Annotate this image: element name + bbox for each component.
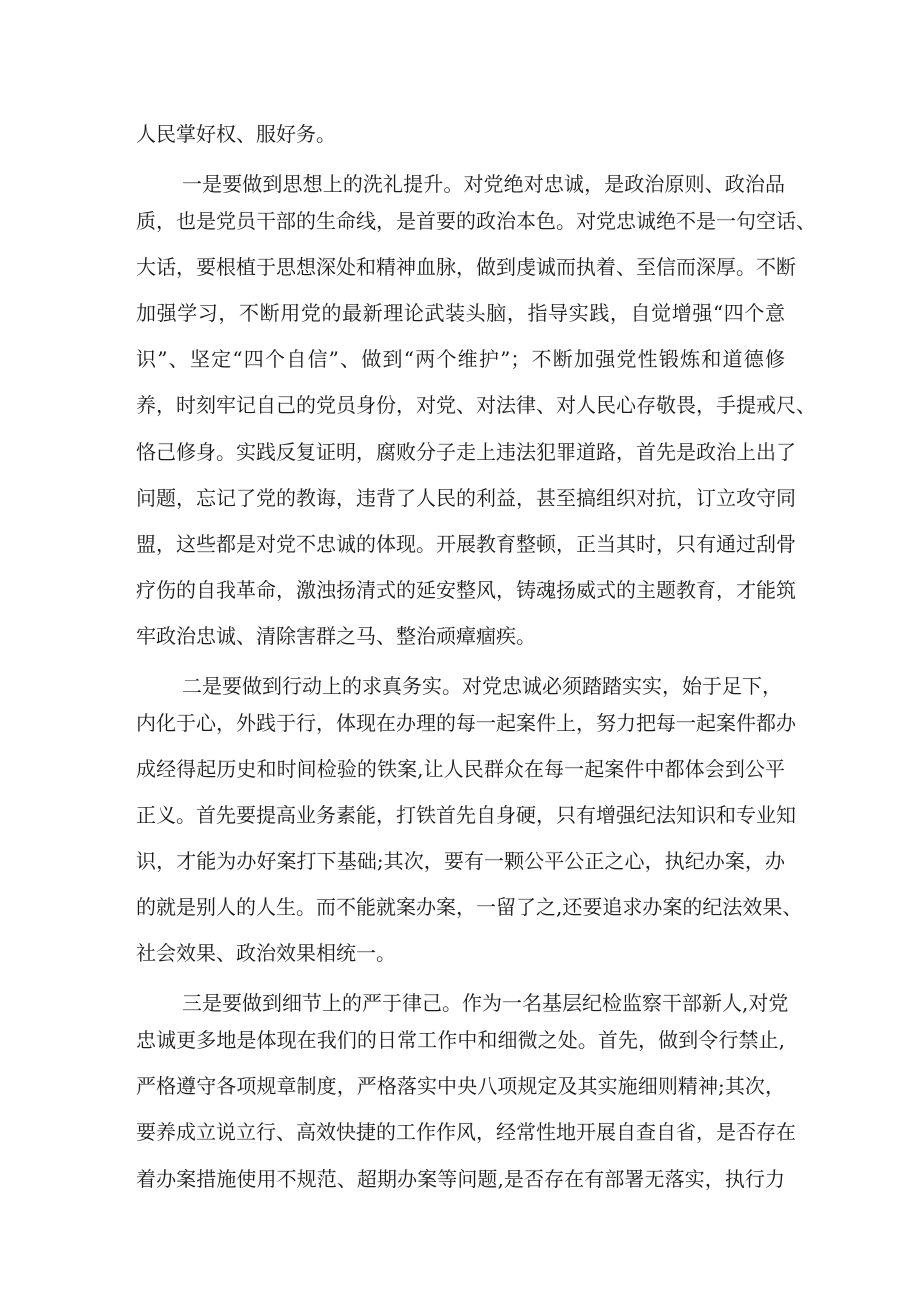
- text-line: 忠诚更多地是体现在我们的日常工作中和细微之处。首先，做到令行禁止,: [136, 1028, 785, 1052]
- text-line: 牢政治忠诚、清除害群之马、整治顽瘴痼疾。: [136, 624, 536, 648]
- text-line: 正义。首先要提高业务素能，打铁首先自身硬，只有增强纪法知识和专业知: [136, 803, 796, 827]
- text-line: 恪己修身。实践反复证明，腐败分子走上违法犯罪道路，首先是政治上出了: [136, 440, 796, 464]
- text-line: 人民掌好权、服好务。: [136, 122, 336, 146]
- text-line: 盟，这些都是对党不忠诚的体现。开展教育整顿，正当其时，只有通过刮骨: [136, 532, 796, 556]
- text-line: 的就是别人的人生。而不能就案办案，一留了之,还要追求办案的纪法效果、: [136, 895, 803, 919]
- text-line: 大话，要根植于思想深处和精神血脉，做到虔诚而执着、至信而深厚。不断: [136, 255, 796, 279]
- text-line: 质，也是党员干部的生命线，是首要的政治本色。对党忠诚绝不是一句空话、: [136, 209, 816, 233]
- text-line: 内化于心，外践于行，体现在办理的每一起案件上，努力把每一起案件都办: [136, 711, 796, 735]
- text-line: 疗伤的自我革命，激浊扬清式的延安整风，铸魂扬威式的主题教育，才能筑: [136, 578, 796, 602]
- text-line: 严格遵守各项规章制度，严格落实中央八项规定及其实施细则精神;其次，: [136, 1074, 785, 1098]
- text-line: 养，时刻牢记自己的党员身份，对党、对法律、对人民心存敬畏，手提戒尺、: [136, 393, 816, 417]
- text-line: 识”、坚定“四个自信”、做到“两个维护”；不断加强党性锻炼和道德修: [136, 347, 785, 371]
- paragraph-2-first-line: 二是要做到行动上的求真务实。对党忠诚必须踏踏实实，始于足下，: [182, 674, 782, 698]
- text-line: 问题，忘记了党的教诲，违背了人民的利益，甚至搞组织对抗，订立攻守同: [136, 486, 796, 510]
- text-line: 成经得起历史和时间检验的铁案,让人民群众在每一起案件中都体会到公平: [136, 757, 785, 781]
- text-line: 着办案措施使用不规范、超期办案等问题,是否存在有部署无落实，执行力: [136, 1167, 785, 1191]
- text-line: 加强学习，不断用党的最新理论武装头脑，指导实践，自觉增强“四个意: [136, 301, 785, 325]
- text-line: 要养成立说立行、高效快捷的工作作风，经常性地开展自查自省，是否存在: [136, 1120, 796, 1144]
- paragraph-1-first-line: 一是要做到思想上的洗礼提升。对党绝对忠诚，是政治原则、政治品: [182, 172, 785, 196]
- text-line: 识，才能为办好案打下基础;其次，要有一颗公平公正之心，执纪办案，办: [136, 849, 785, 873]
- paragraph-3-first-line: 三是要做到细节上的严于律己。作为一名基层纪检监察干部新人,对党: [182, 991, 789, 1015]
- text-line: 社会效果、政治效果相统一。: [136, 941, 396, 965]
